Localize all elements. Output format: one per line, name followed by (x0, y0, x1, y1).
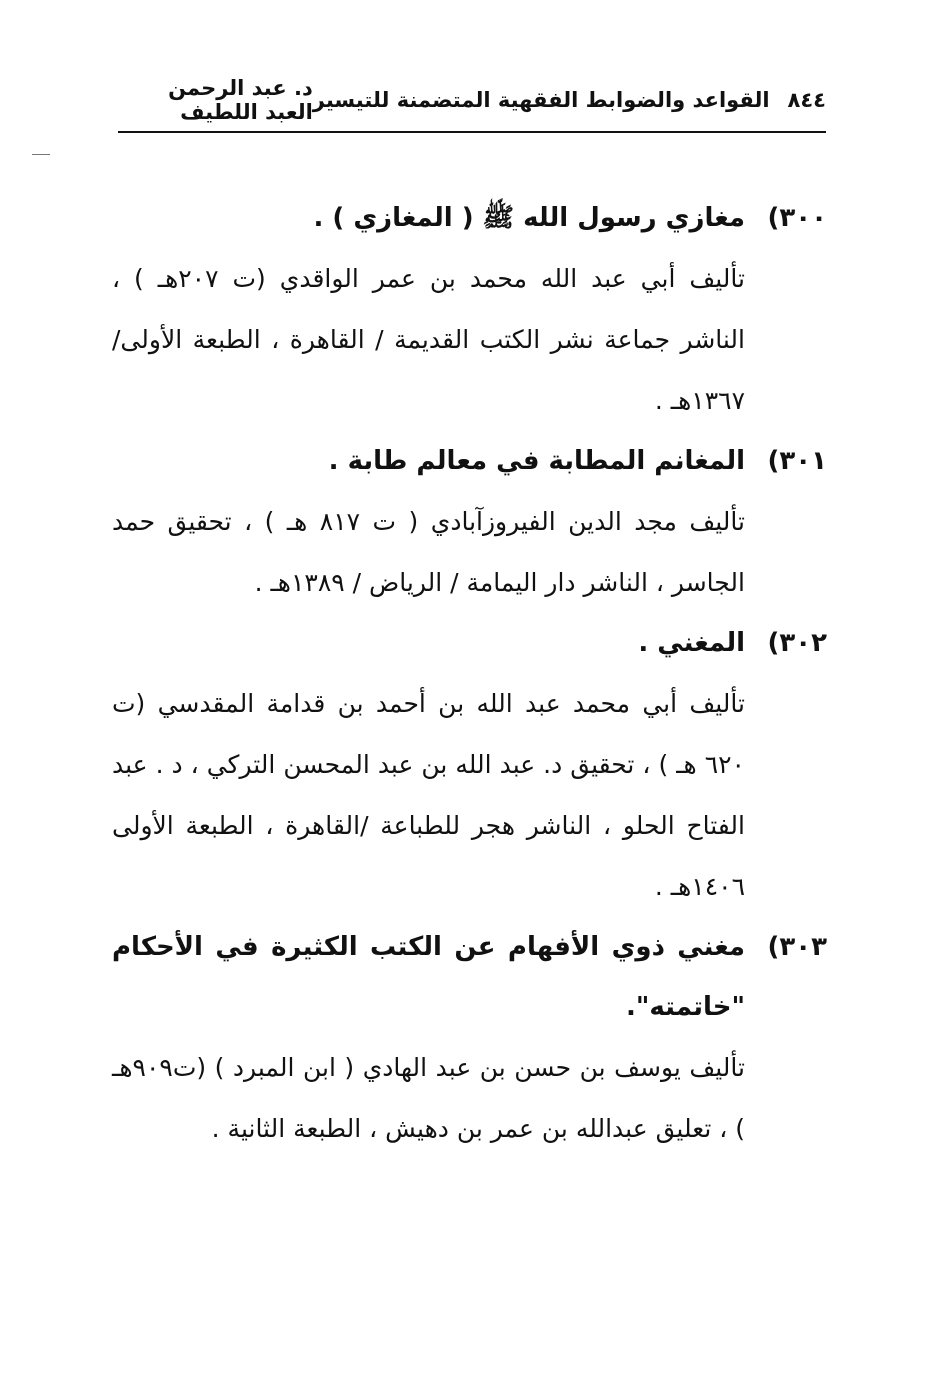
bibliography-entry (112, 917, 827, 1159)
header-divider (118, 131, 826, 133)
entry-number: ٣٠٣) (767, 932, 827, 962)
bibliography-entry (112, 188, 827, 431)
bibliography-entry (112, 613, 827, 917)
book-title: القواعد والضوابط الفقهية المتضمنة للتيسير (312, 88, 770, 112)
entry-heading (112, 917, 827, 1037)
author-name: د. عبد الرحمن العبد اللطيف (168, 76, 313, 124)
entry-title: المغني . (638, 628, 745, 658)
page-number: ٨٤٤ (787, 88, 826, 112)
entry-heading (112, 613, 827, 673)
entry-number: ٣٠١) (767, 446, 827, 476)
running-header (118, 78, 826, 122)
bibliography-list (112, 188, 827, 1159)
bibliography-entry (112, 431, 827, 613)
entry-number: ٣٠٢) (767, 628, 827, 658)
entry-heading (112, 188, 827, 248)
entry-details: تأليف أبي محمد عبد الله بن أحمد بن قدامة المقدسي (ت ٦٢٠ هـ ) ، تحقيق د. عبد الله بن عبد المحسن التركي ، د . عبد الفتاح الحلو ، الناشر هجر للطباعة /القاهرة ، الطبعة الأولى ١٤٠٦هـ . (112, 689, 745, 901)
entry-title: مغني ذوي الأفهام عن الكتب الكثيرة في الأحكام "خاتمته". (112, 932, 745, 1022)
entry-details: تأليف مجد الدين الفيروزآبادي ( ت ٨١٧ هـ ) ، تحقيق حمد الجاسر ، الناشر دار اليمامة / الرياض / ١٣٨٩هـ . (112, 507, 745, 597)
entry-details: تأليف يوسف بن حسن بن عبد الهادي ( ابن المبرد ) (ت٩٠٩هـ ) ، تعليق عبدالله بن عمر بن دهيش ، الطبعة الثانية . (112, 1053, 745, 1143)
entry-heading (112, 431, 827, 491)
entry-title: مغازي رسول الله ﷺ ( المغازي ) . (313, 203, 745, 233)
entry-number: ٣٠٠) (767, 203, 827, 233)
entry-title: المغانم المطابة في معالم طابة . (328, 446, 745, 476)
margin-mark (32, 154, 50, 155)
entry-details: تأليف أبي عبد الله محمد بن عمر الواقدي (ت ٢٠٧هـ ) ، الناشر جماعة نشر الكتب القديمة / القاهرة ، الطبعة الأولى/ ١٣٦٧هـ . (112, 264, 745, 415)
